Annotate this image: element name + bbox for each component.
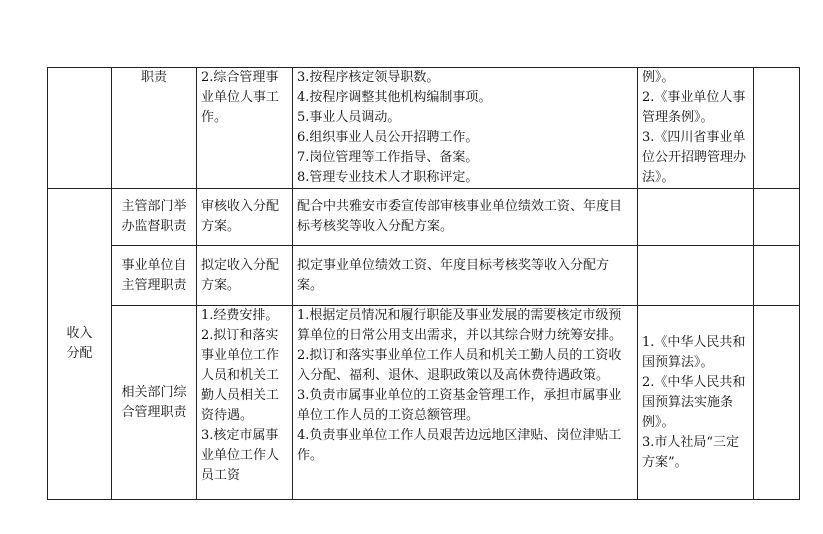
subcategory-text: 主管部门举办监督职责	[121, 199, 187, 234]
subcategory-text: 职责	[140, 70, 167, 85]
content-line: 4.按程序调整其他机构编制事项。	[297, 90, 492, 105]
subcategory-text: 事业单位自主管理职责	[121, 257, 187, 293]
subcategory-cell	[112, 306, 197, 500]
duty-text: 2.综合管理事业单位人事工作。	[201, 70, 280, 125]
table-row	[48, 246, 800, 306]
basis-cell	[638, 68, 754, 189]
duty-line: 2.拟订和落实事业单位工作人员和机关工勤人员相关工资待遇。	[201, 328, 280, 423]
content-cell	[293, 306, 638, 500]
content-text: 配合中共雅安市委宣传部审核事业单位绩效工资、年度目标考核奖等收入分配方案。	[297, 199, 623, 234]
category-cell-empty	[48, 68, 112, 189]
basis-cell	[638, 246, 754, 306]
content-line: 8.管理专业技术人才职称评定。	[297, 170, 479, 185]
duty-cell	[197, 246, 293, 306]
duty-cell	[197, 306, 293, 500]
content-line: 7.岗位管理等工作指导、备案。	[297, 150, 479, 165]
duty-text: 拟定收入分配方案。	[201, 257, 280, 293]
basis-line: 例》。	[642, 70, 675, 85]
basis-cell	[638, 306, 754, 500]
content-line: 6.组织事业人员公开招聘工作。	[297, 130, 479, 145]
basis-line: 2.《事业单位人事管理条例》。	[642, 90, 746, 125]
category-cell	[48, 189, 112, 500]
subcategory-cell	[112, 189, 197, 246]
content-line: 1.根据定员情况和履行职能及事业发展的需要核定市级预算单位的日常公用支出需求，并以其综合财力统筹安排。	[297, 308, 623, 343]
subcategory-cell	[112, 246, 197, 306]
empty-cell	[754, 246, 800, 306]
table-row	[48, 68, 800, 189]
content-cell	[293, 246, 638, 306]
basis-cell	[638, 189, 754, 246]
duty-line: 3.核定市属事业单位工作人员工资	[201, 428, 280, 483]
basis-line: 3.《四川省事业单位公开招聘管理办法》。	[642, 130, 747, 185]
empty-cell	[754, 68, 800, 189]
content-line: 2.拟订和落实事业单位工作人员和机关工勤人员的工资收入分配、福利、退休、退职政策以及高休费待遇政策。	[297, 348, 622, 383]
duty-line: 1.经费安排。	[201, 308, 279, 323]
basis-line: 2.《中华人民共和国预算法实施条例》。	[642, 374, 746, 430]
content-cell	[293, 68, 638, 189]
basis-line: 3.市人社局“三定方案”。	[642, 434, 740, 470]
content-cell	[293, 189, 638, 246]
content-text: 拟定事业单位绩效工资、年度目标考核奖等收入分配方案。	[297, 257, 610, 293]
duty-text: 审核收入分配方案。	[201, 199, 280, 234]
content-line: 4.负责事业单位工作人员艰苦边远地区津贴、岗位津贴工作。	[297, 428, 622, 463]
duties-table	[47, 67, 800, 500]
basis-line: 1.《中华人民共和国预算法》。	[642, 334, 746, 370]
content-line: 5.事业人员调动。	[297, 110, 401, 125]
content-line: 3.负责市属事业单位的工资基金管理工作，承担市属事业单位工作人员的工资总额管理。	[297, 388, 622, 423]
table-row	[48, 306, 800, 500]
table-row	[48, 189, 800, 246]
subcategory-cell	[112, 68, 197, 189]
subcategory-text: 相关部门综合管理职责	[121, 384, 187, 420]
empty-cell	[754, 306, 800, 500]
empty-cell	[754, 189, 800, 246]
category-text: 收入分配	[66, 326, 93, 361]
duty-cell	[197, 189, 293, 246]
duty-cell	[197, 68, 293, 189]
content-line: 3.按程序核定领导职数。	[297, 70, 440, 85]
